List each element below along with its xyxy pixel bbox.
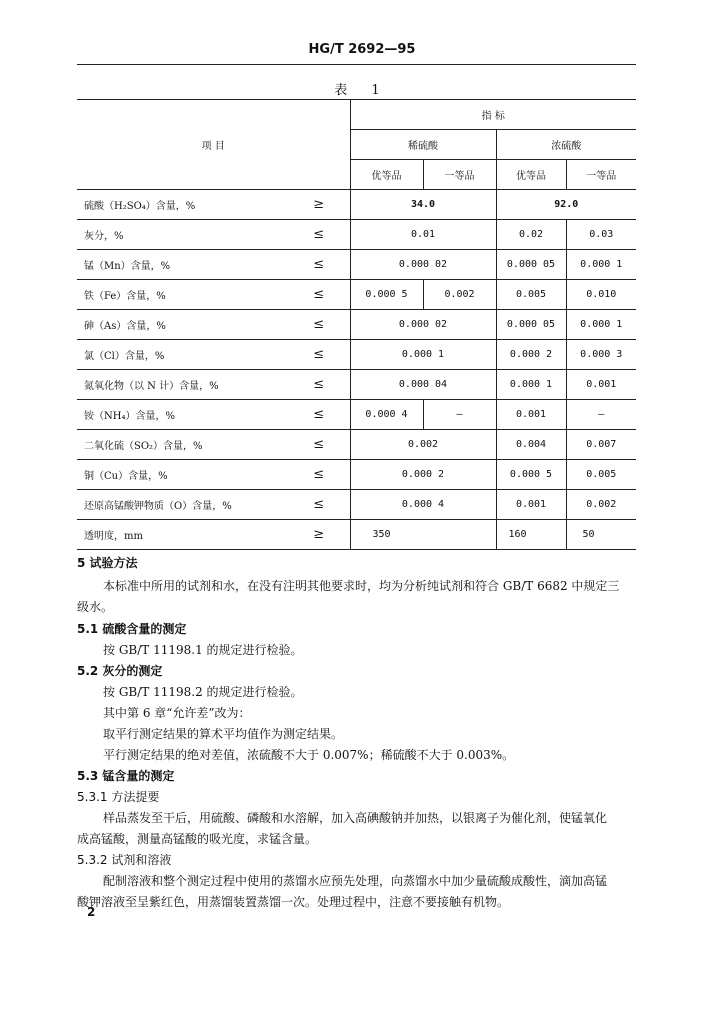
header-dilute-first: 一等品 [423, 160, 496, 190]
conc-first-value: 0.002 [566, 490, 636, 520]
row-item: 铁（Fe）含量，% [77, 280, 288, 310]
dilute-superior-value: 0.000 5 [350, 280, 423, 310]
row-symbol: ≤ [288, 250, 350, 280]
conc-first-value: 50 [566, 520, 636, 550]
conc-value: 92.0 [496, 190, 636, 220]
dilute-value: 350 [350, 520, 496, 550]
row-symbol: ≤ [288, 400, 350, 430]
section-5-3-2-title: 5.3.2 试剂和溶液 [77, 853, 172, 867]
conc-first-value: 0.001 [566, 370, 636, 400]
row-symbol: ≤ [288, 340, 350, 370]
row-item: 铵（NH₄）含量，% [77, 400, 288, 430]
conc-superior-value: 0.000 5 [496, 460, 566, 490]
dilute-superior-value: 0.000 4 [350, 400, 423, 430]
row-symbol: ≤ [288, 280, 350, 310]
section-5-3-title: 5.3 锰含量的测定 [77, 769, 175, 783]
section-5-1-title: 5.1 硫酸含量的测定 [77, 622, 187, 636]
conc-first-value: 0.007 [566, 430, 636, 460]
row-symbol: ≤ [288, 310, 350, 340]
conc-superior-value: 0.000 05 [496, 250, 566, 280]
header-rule [77, 64, 636, 65]
table-row [77, 340, 636, 370]
row-item: 砷（As）含量，% [77, 310, 288, 340]
header-index: 指 标 [350, 100, 636, 130]
section-5-para: 本标准中所用的试剂和水，在没有注明其他要求时，均为分析纯试剂和符合 GB/T 6682 中规定三 [103, 579, 620, 593]
table-row [77, 520, 636, 550]
header-dilute-superior: 优等品 [350, 160, 423, 190]
dilute-first-value: — [423, 400, 496, 430]
table-row [77, 460, 636, 490]
spec-table [77, 99, 636, 550]
dilute-first-value: 0.002 [423, 280, 496, 310]
row-symbol: ≤ [288, 460, 350, 490]
row-item: 铜（Cu）含量，% [77, 460, 288, 490]
dilute-value: 0.000 2 [350, 460, 496, 490]
table-title: 表 1 [334, 83, 390, 98]
conc-first-value: 0.000 1 [566, 310, 636, 340]
row-item: 二氧化硫（SO₂）含量，% [77, 430, 288, 460]
conc-superior-value: 0.004 [496, 430, 566, 460]
section-5-title: 5 试验方法 [77, 556, 138, 570]
dilute-value: 0.002 [350, 430, 496, 460]
dilute-value: 0.01 [350, 220, 496, 250]
dilute-value: 0.000 04 [350, 370, 496, 400]
section-5-2-para-1: 按 GB/T 11198.2 的规定进行检验。 [103, 685, 303, 699]
section-5-3-2-para: 配制溶液和整个测定过程中使用的蒸馏水应预先处理，向蒸馏水中加少量硫酸成酸性，滴加高锰 [103, 874, 608, 888]
dilute-value: 0.000 02 [350, 310, 496, 340]
header-item: 项 目 [77, 100, 350, 190]
dilute-value: 0.000 1 [350, 340, 496, 370]
dilute-value: 34.0 [350, 190, 496, 220]
table-row [77, 370, 636, 400]
row-symbol: ≤ [288, 370, 350, 400]
table-row [77, 280, 636, 310]
table-row [77, 490, 636, 520]
section-5-2-para-3: 取平行测定结果的算术平均值作为测定结果。 [103, 727, 344, 741]
section-5-2-para-4: 平行测定结果的绝对差值，浓硫酸不大于 0.007%；稀硫酸不大于 0.003%。 [103, 748, 515, 762]
table-row [77, 190, 636, 220]
row-symbol: ≥ [288, 190, 350, 220]
conc-superior-value: 160 [496, 520, 566, 550]
conc-first-value: — [566, 400, 636, 430]
conc-superior-value: 0.000 05 [496, 310, 566, 340]
section-5-2-title: 5.2 灰分的测定 [77, 664, 163, 678]
conc-first-value: 0.000 1 [566, 250, 636, 280]
section-5-2-para-2: 其中第 6 章“允许差”改为： [103, 706, 251, 720]
conc-first-value: 0.03 [566, 220, 636, 250]
row-symbol: ≤ [288, 430, 350, 460]
row-item: 还原高锰酸钾物质（O）含量，% [77, 490, 288, 520]
header-conc-first: 一等品 [566, 160, 636, 190]
conc-superior-value: 0.001 [496, 490, 566, 520]
section-5-3-2-para-cont: 酸钾溶液至呈紫红色，用蒸馏装置蒸馏一次。处理过程中，注意不要接触有机物。 [77, 895, 510, 909]
conc-superior-value: 0.005 [496, 280, 566, 310]
section-5-3-1-para-cont: 成高锰酸，测量高锰酸的吸光度，求锰含量。 [77, 832, 318, 846]
section-5-para-cont: 级水。 [77, 600, 114, 614]
conc-superior-value: 0.001 [496, 400, 566, 430]
conc-first-value: 0.005 [566, 460, 636, 490]
conc-superior-value: 0.000 2 [496, 340, 566, 370]
header-dilute: 稀硫酸 [350, 130, 496, 160]
table-row [77, 220, 636, 250]
dilute-value: 0.000 4 [350, 490, 496, 520]
conc-superior-value: 0.000 1 [496, 370, 566, 400]
row-item: 硫酸（H₂SO₄）含量，% [77, 190, 288, 220]
row-symbol: ≤ [288, 490, 350, 520]
row-symbol: ≥ [288, 520, 350, 550]
header-conc: 浓硫酸 [496, 130, 636, 160]
conc-first-value: 0.010 [566, 280, 636, 310]
page-header: HG/T 2692—95 [308, 42, 416, 57]
table-row [77, 430, 636, 460]
dilute-value: 0.000 02 [350, 250, 496, 280]
table-row [77, 250, 636, 280]
page-number: 2 [87, 905, 96, 919]
section-5-3-1-title: 5.3.1 方法提要 [77, 790, 160, 804]
header-conc-superior: 优等品 [496, 160, 566, 190]
conc-superior-value: 0.02 [496, 220, 566, 250]
row-symbol: ≤ [288, 220, 350, 250]
table-row [77, 400, 636, 430]
row-item: 灰分，% [77, 220, 288, 250]
row-item: 透明度，mm [77, 520, 288, 550]
conc-first-value: 0.000 3 [566, 340, 636, 370]
section-5-1-para: 按 GB/T 11198.1 的规定进行检验。 [103, 643, 303, 657]
row-item: 锰（Mn）含量，% [77, 250, 288, 280]
row-item: 氮氧化物（以 N 计）含量，% [77, 370, 288, 400]
section-5-3-1-para: 样品蒸发至干后，用硫酸、磷酸和水溶解，加入高碘酸钠并加热，以银离子为催化剂，使锰氧化 [103, 811, 608, 825]
row-item: 氯（Cl）含量，% [77, 340, 288, 370]
table-row [77, 310, 636, 340]
